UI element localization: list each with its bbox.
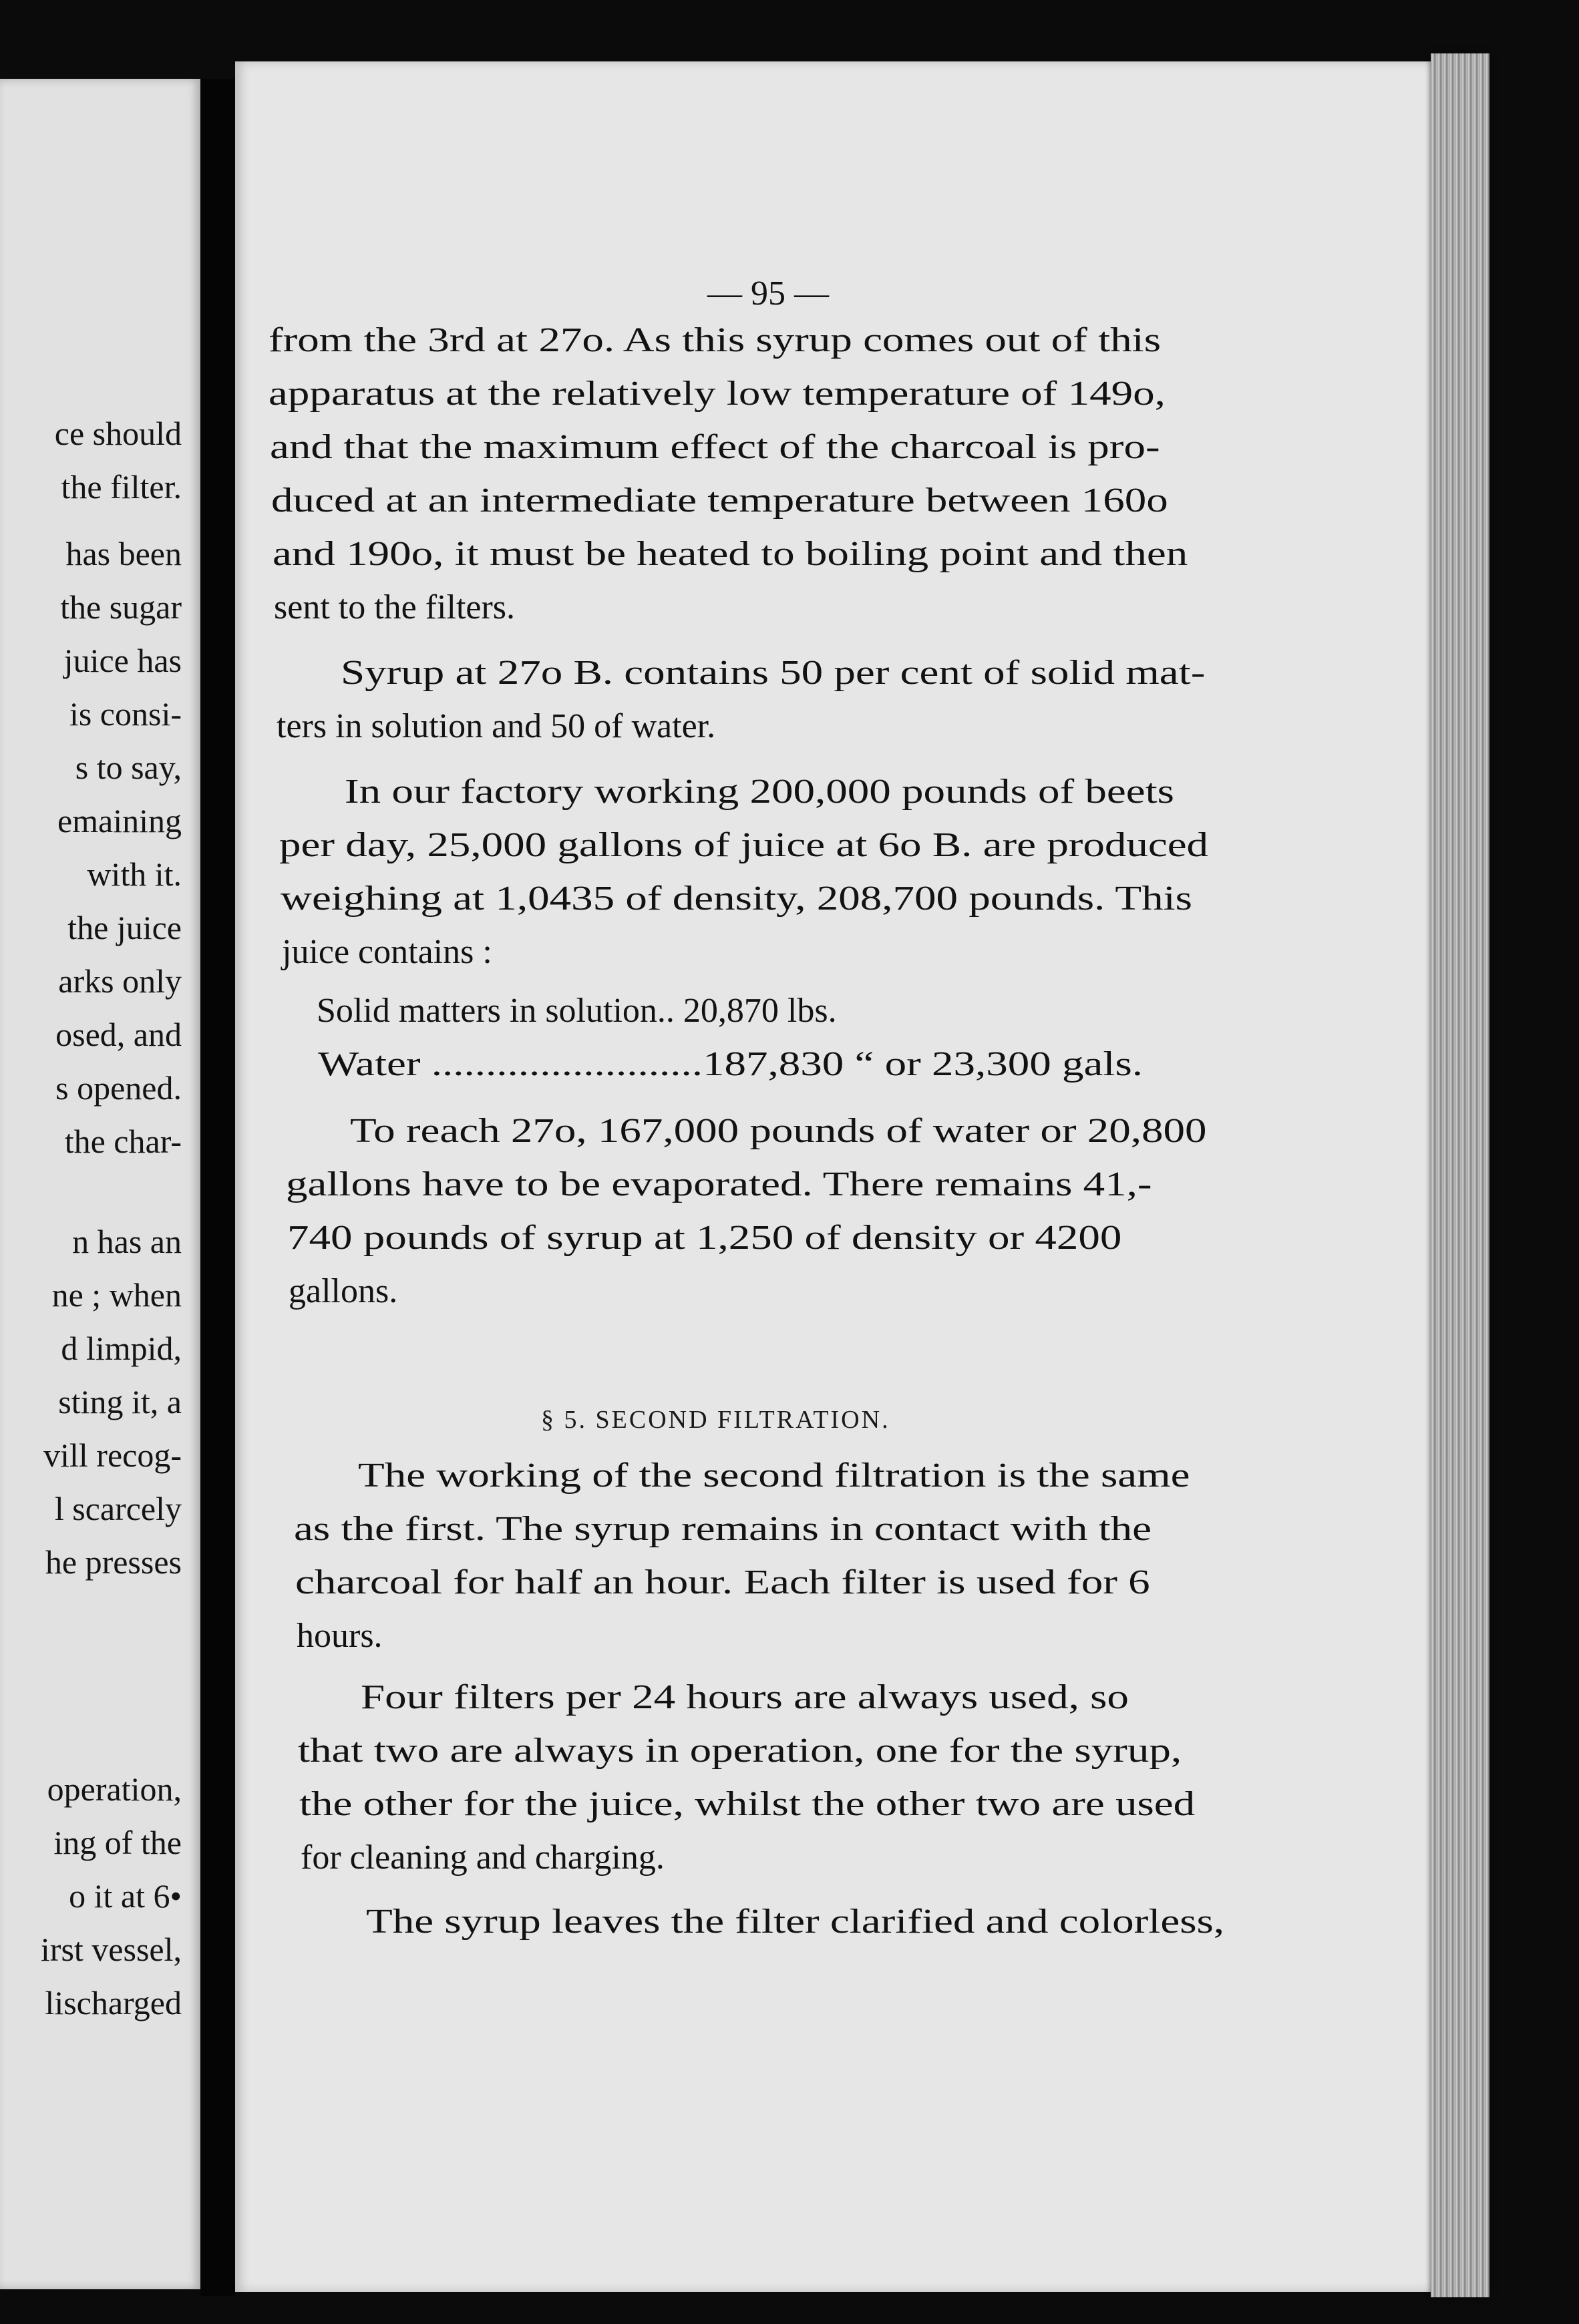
left-page-line: n has an [72, 1223, 182, 1260]
left-page-line: sting it, a [58, 1383, 182, 1420]
left-page-line: has been [65, 535, 182, 572]
left-page-line: s opened. [55, 1069, 182, 1107]
book-gutter [200, 79, 235, 2296]
body-text-line: sent to the filters. [274, 588, 516, 626]
body-text-line: Syrup at 27o B. contains 50 per cent of solid mat- [341, 654, 1206, 692]
body-text-line: To reach 27o, 167,000 pounds of water or 20,800 [350, 1112, 1207, 1150]
body-text-line: Water .........................187,830 “ or 23,300 gals. [318, 1045, 1143, 1083]
body-text-line: gallons have to be evaporated. There remains 41,- [286, 1165, 1152, 1203]
left-page-line: the filter. [61, 468, 182, 506]
left-page-line: lischarged [45, 1984, 182, 2021]
section-heading: § 5. SECOND FILTRATION. [541, 1406, 890, 1434]
body-text-line: as the first. The syrup remains in contact with the [294, 1510, 1152, 1548]
left-page-line: the char- [64, 1123, 182, 1160]
body-text-line: Four filters per 24 hours are always used, so [361, 1678, 1129, 1716]
body-text-line: from the 3rd at 27o. As this syrup comes out of this [269, 321, 1161, 359]
body-text-line: In our factory working 200,000 pounds of beets [345, 773, 1174, 811]
left-page-line: emaining [57, 802, 182, 839]
body-text-line: 740 pounds of syrup at 1,250 of density or 4200 [287, 1219, 1122, 1257]
left-page-line: osed, and [55, 1016, 182, 1053]
body-text-line: for cleaning and charging. [301, 1838, 665, 1877]
left-page-line: operation, [47, 1770, 182, 1808]
left-page-line: he presses [45, 1543, 182, 1581]
body-text-line: weighing at 1,0435 of density, 208,700 pounds. This [281, 880, 1192, 918]
left-page-line: the sugar [60, 588, 182, 626]
body-text-line: and that the maximum effect of the charcoal is pro- [270, 428, 1160, 466]
page-number: — 95 — [707, 274, 829, 313]
left-page-line: s to say, [75, 749, 182, 786]
body-text-line: duced at an intermediate temperature between 160o [271, 481, 1168, 520]
left-page-line: juice has [63, 642, 182, 679]
left-page-line: irst vessel, [40, 1931, 182, 1968]
left-page-line: ne ; when [51, 1276, 182, 1314]
left-page-line: the juice [67, 909, 182, 946]
body-text-line: hours. [297, 1617, 383, 1655]
body-text-line: gallons. [289, 1272, 398, 1310]
body-text-line: that two are always in operation, one for the syrup, [298, 1732, 1182, 1770]
body-text-line: Solid matters in solution.. 20,870 lbs. [317, 992, 837, 1030]
body-text-line: per day, 25,000 gallons of juice at 6o B. are produced [279, 826, 1209, 864]
left-page-line: vill recog- [43, 1436, 182, 1474]
left-page-line: with it. [87, 855, 182, 893]
left-page-line: d limpid, [61, 1330, 182, 1367]
body-text-line: The working of the second filtration is the same [358, 1457, 1190, 1495]
left-page [0, 79, 200, 2289]
left-page-line: o it at 6• [69, 1877, 182, 1915]
left-page-line: is consi- [69, 695, 182, 733]
body-text-line: apparatus at the relatively low temperature of 149o, [269, 375, 1166, 413]
body-text-line: and 190o, it must be heated to boiling point and then [273, 535, 1188, 573]
left-page-line: l scarcely [54, 1490, 182, 1527]
page-edges [1431, 53, 1489, 2297]
body-text-line: juice contains : [282, 933, 492, 971]
left-page-line: arks only [58, 962, 182, 1000]
body-text-line: ters in solution and 50 of water. [277, 707, 716, 745]
left-page-line: ing of the [53, 1824, 182, 1861]
left-page-line: ce should [54, 415, 182, 452]
body-text-line: The syrup leaves the filter clarified and colorless, [366, 1903, 1225, 1941]
body-text-line: the other for the juice, whilst the other two are used [299, 1785, 1196, 1823]
body-text-line: charcoal for half an hour. Each filter is used for 6 [295, 1563, 1150, 1601]
